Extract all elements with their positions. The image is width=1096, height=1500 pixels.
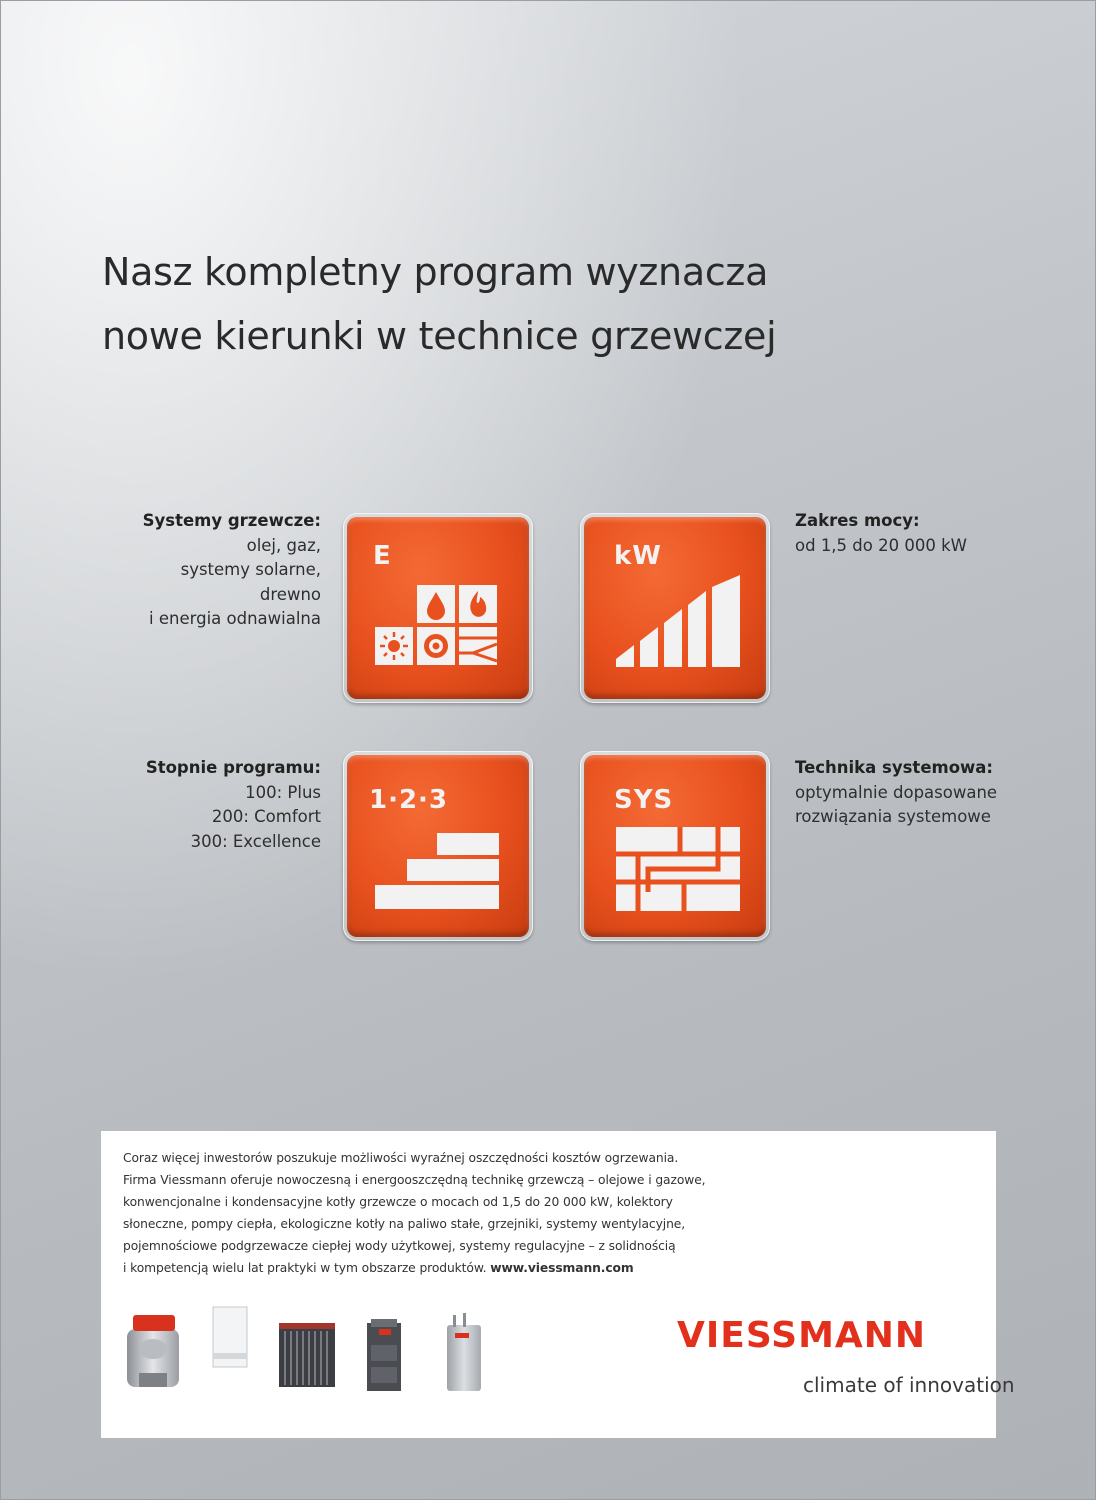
system-technology-title: Technika systemowa: (795, 758, 994, 777)
info-text (123, 1147, 763, 1279)
heating-systems-line: drewno (259, 584, 321, 604)
wall-boiler-icon (209, 1301, 259, 1381)
heating-systems-line: olej, gaz, (246, 535, 321, 555)
tile-system-label: SYS (614, 785, 674, 815)
program-levels-title: Stopnie programu: (145, 758, 321, 777)
info-box (101, 1131, 1015, 1438)
program-levels-line: 300: Excellence (190, 831, 321, 851)
tile-energy-label: E (373, 541, 392, 571)
solid-fuel-boiler-icon (361, 1315, 411, 1399)
headline-line-1: Nasz kompletny program wyznacza (102, 250, 769, 294)
viessmann-logo (677, 1314, 926, 1358)
system-grid-icon (580, 751, 770, 941)
tile-energy (343, 513, 533, 703)
tile-system (580, 751, 770, 941)
heating-systems-line: i energia odnawialna (149, 609, 321, 628)
info-line: pojemnościowe podgrzewacze ciepłej wody użytkowej, systemy regulacyjne – z solidnością (123, 1239, 676, 1253)
system-technology-label (795, 756, 1055, 830)
logo-wordmark: VIESSMANN (677, 1315, 927, 1356)
power-bars-icon (580, 513, 770, 703)
power-range-title: Zakres mocy: (795, 511, 920, 530)
system-technology-line: rozwiązania systemowe (795, 807, 991, 826)
headline-line-2: nowe kierunki w technice grzewczej (102, 314, 777, 358)
heating-systems-label (61, 509, 321, 632)
program-levels-line: 200: Comfort (211, 807, 321, 826)
heating-systems-title: Systemy grzewcze: (142, 511, 321, 530)
slogan: climate of innovation (803, 1373, 1015, 1397)
system-technology-line: optymalnie dopasowane (795, 782, 998, 802)
tile-power-label: kW (614, 541, 662, 571)
program-levels-label (61, 756, 321, 854)
heat-pump-icon (441, 1311, 491, 1401)
info-last-text: i kompetencją wielu lat praktyki w tym obszarze produktów. (123, 1261, 487, 1275)
tile-power (580, 513, 770, 703)
info-line: słoneczne, pompy ciepła, ekologiczne kotły na paliwo stałe, grzejniki, systemy wentylacyjne, (123, 1217, 686, 1231)
solar-collector-icon (277, 1321, 341, 1401)
tile-program-levels (343, 751, 533, 941)
power-range-line: od 1,5 do 20 000 kW (795, 535, 967, 555)
info-line: Coraz więcej inwestorów poszukuje możliwości wyraźnej oszczędności kosztów ogrzewania. (123, 1151, 679, 1165)
product-lineup (121, 1307, 521, 1407)
headline (102, 240, 902, 368)
oil-boiler-icon (121, 1307, 191, 1397)
power-range-label (795, 509, 1055, 558)
info-line-last (123, 1257, 763, 1279)
info-line: konwencjonalne i kondensacyjne kotły grzewcze o mocach od 1,5 do 20 000 kW, kolektory (123, 1195, 673, 1209)
tile-program-levels-label: 1·2·3 (369, 785, 449, 815)
info-line: Firma Viessmann oferuje nowoczesną i energooszczędną technikę grzewczą – olejowe i gazowe, (123, 1173, 706, 1187)
energy-sources-icon (343, 513, 533, 703)
heating-systems-line: systemy solarne, (180, 560, 321, 579)
program-levels-line: 100: Plus (245, 782, 321, 802)
program-steps-icon (343, 751, 533, 941)
website-link[interactable]: www.viessmann.com (490, 1261, 634, 1275)
